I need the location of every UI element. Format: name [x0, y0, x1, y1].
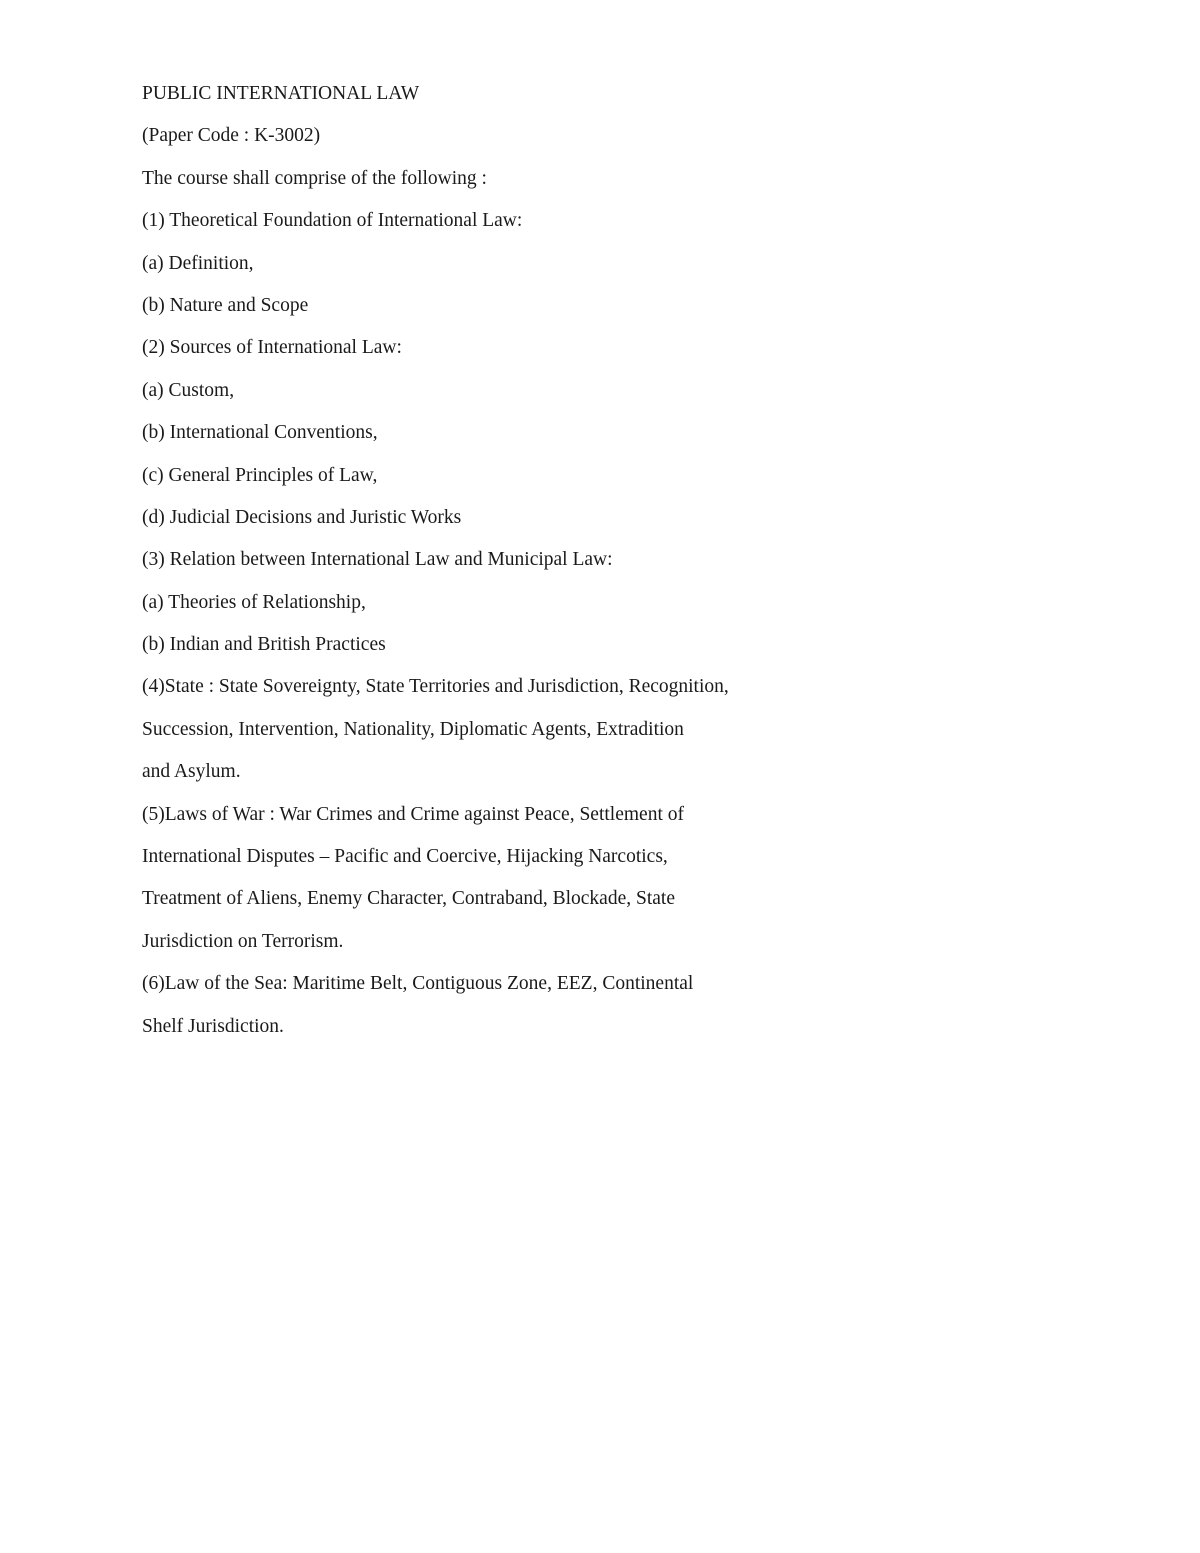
- syllabus-line: (a) Custom,: [142, 379, 235, 401]
- syllabus-line: Jurisdiction on Terrorism.: [142, 930, 344, 952]
- course-intro: The course shall comprise of the following :: [142, 167, 487, 189]
- syllabus-line: International Disputes – Pacific and Coercive, Hijacking Narcotics,: [142, 846, 668, 868]
- syllabus-line: Succession, Intervention, Nationality, Diplomatic Agents, Extradition: [142, 718, 684, 740]
- syllabus-line: (1) Theoretical Foundation of International Law:: [142, 210, 523, 232]
- syllabus-line: (b) International Conventions,: [142, 422, 378, 444]
- syllabus-line: (6)Law of the Sea: Maritime Belt, Contiguous Zone, EEZ, Continental: [142, 973, 694, 995]
- syllabus-line: (4)State : State Sovereignty, State Territories and Jurisdiction, Recognition,: [142, 676, 729, 698]
- syllabus-line: (a) Theories of Relationship,: [142, 591, 366, 613]
- paper-code: (Paper Code : K-3002): [142, 125, 321, 147]
- syllabus-line: (5)Laws of War : War Crimes and Crime against Peace, Settlement of: [142, 803, 684, 825]
- syllabus-line: (3) Relation between International Law and Municipal Law:: [142, 549, 613, 571]
- syllabus-line: Treatment of Aliens, Enemy Character, Contraband, Blockade, State: [142, 888, 675, 910]
- syllabus-line: (b) Indian and British Practices: [142, 634, 386, 656]
- syllabus-line: (b) Nature and Scope: [142, 294, 309, 316]
- syllabus-line: Shelf Jurisdiction.: [142, 1015, 284, 1037]
- document-title: PUBLIC INTERNATIONAL LAW: [142, 83, 420, 104]
- syllabus-line: (a) Definition,: [142, 252, 254, 274]
- document-body: [142, 80, 1042, 1055]
- syllabus-line: (d) Judicial Decisions and Juristic Works: [142, 506, 462, 528]
- syllabus-line: and Asylum.: [142, 761, 241, 783]
- syllabus-line: (c) General Principles of Law,: [142, 464, 378, 486]
- syllabus-line: (2) Sources of International Law:: [142, 337, 402, 359]
